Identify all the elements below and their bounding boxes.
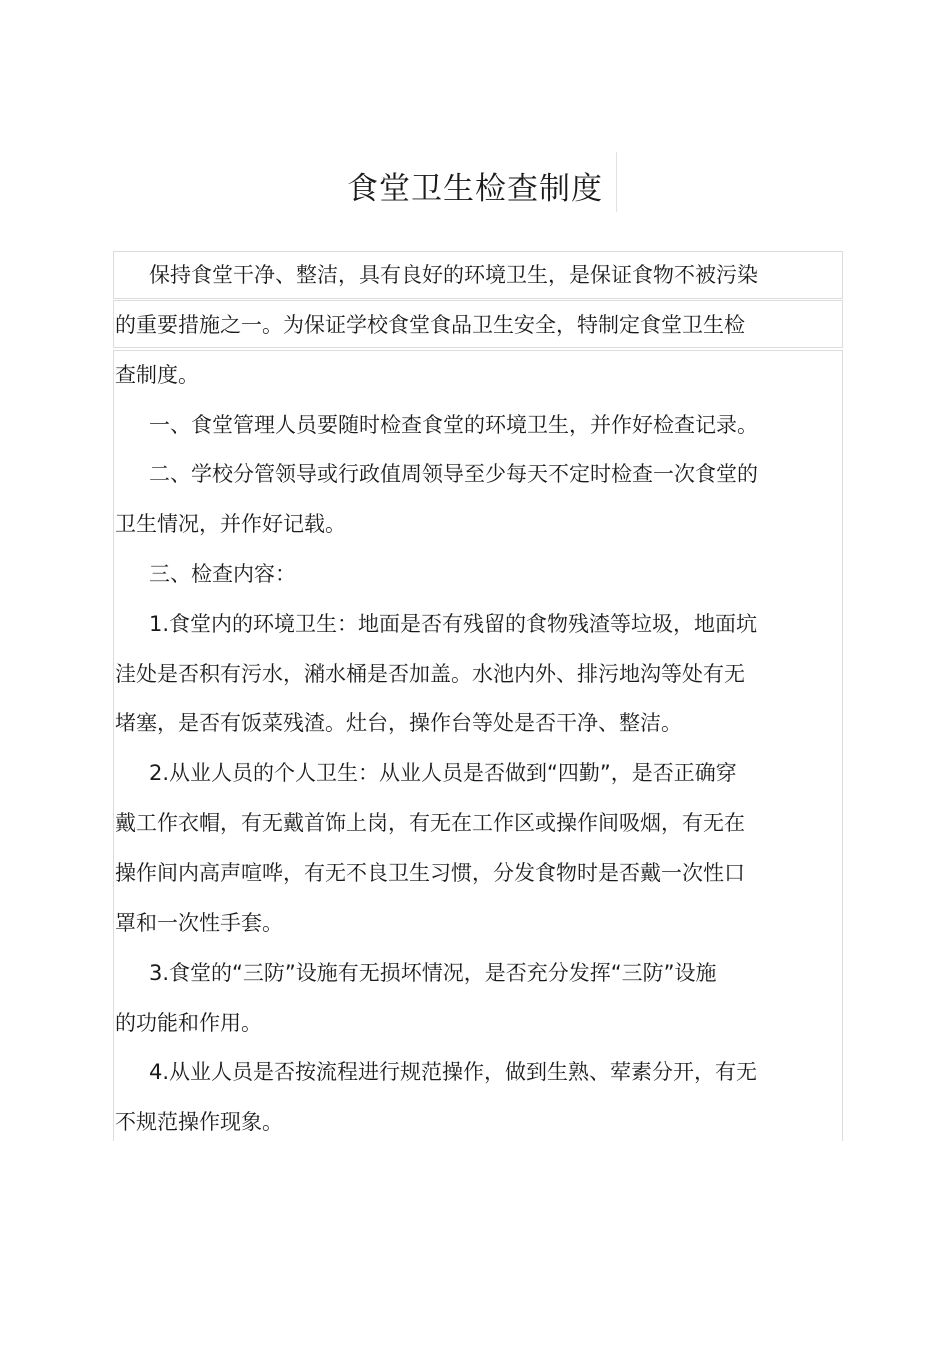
paragraph-line: 不规范操作现象。	[115, 1110, 283, 1134]
paragraph-line: 三、检查内容：	[149, 562, 296, 586]
paragraph-line: 查制度。	[115, 363, 199, 387]
paragraph-line: 的重要措施之一。为保证学校食堂食品卫生安全，特制定食堂卫生检	[115, 313, 745, 337]
paragraph-line: 1.食堂内的环境卫生：地面是否有残留的食物残渣等垃圾，地面坑	[149, 612, 758, 636]
paragraph-line: 一、食堂管理人员要随时检查食堂的环境卫生，并作好检查记录。	[149, 413, 758, 437]
paragraph-line: 罩和一次性手套。	[115, 911, 283, 935]
paragraph-line: 堵塞，是否有饭菜残渣。灶台，操作台等处是否干净、整洁。	[115, 711, 682, 735]
paragraph-line: 卫生情况，并作好记载。	[115, 512, 346, 536]
paragraph-line: 洼处是否积有污水，潲水桶是否加盖。水池内外、排污地沟等处有无	[115, 662, 745, 686]
paragraph-line: 戴工作衣帽，有无戴首饰上岗，有无在工作区或操作间吸烟，有无在	[115, 811, 745, 835]
paragraph-line: 二、学校分管领导或行政值周领导至少每天不定时检查一次食堂的	[149, 462, 758, 486]
paragraph-line: 2.从业人员的个人卫生：从业人员是否做到“四勤”，是否正确穿	[149, 761, 737, 785]
paragraph-line: 操作间内高声喧哗，有无不良卫生习惯，分发食物时是否戴一次性口	[115, 861, 745, 885]
paragraph-line: 保持食堂干净、整洁，具有良好的环境卫生，是保证食物不被污染	[149, 263, 758, 287]
paragraph-line: 的功能和作用。	[115, 1011, 262, 1035]
document-title: 食堂卫生检查制度	[347, 171, 603, 207]
title-divider	[616, 152, 617, 212]
paragraph-line: 3.食堂的“三防”设施有无损坏情况，是否充分发挥“三防”设施	[149, 961, 717, 985]
paragraph-line: 4.从业人员是否按流程进行规范操作，做到生熟、荤素分开，有无	[149, 1060, 758, 1084]
